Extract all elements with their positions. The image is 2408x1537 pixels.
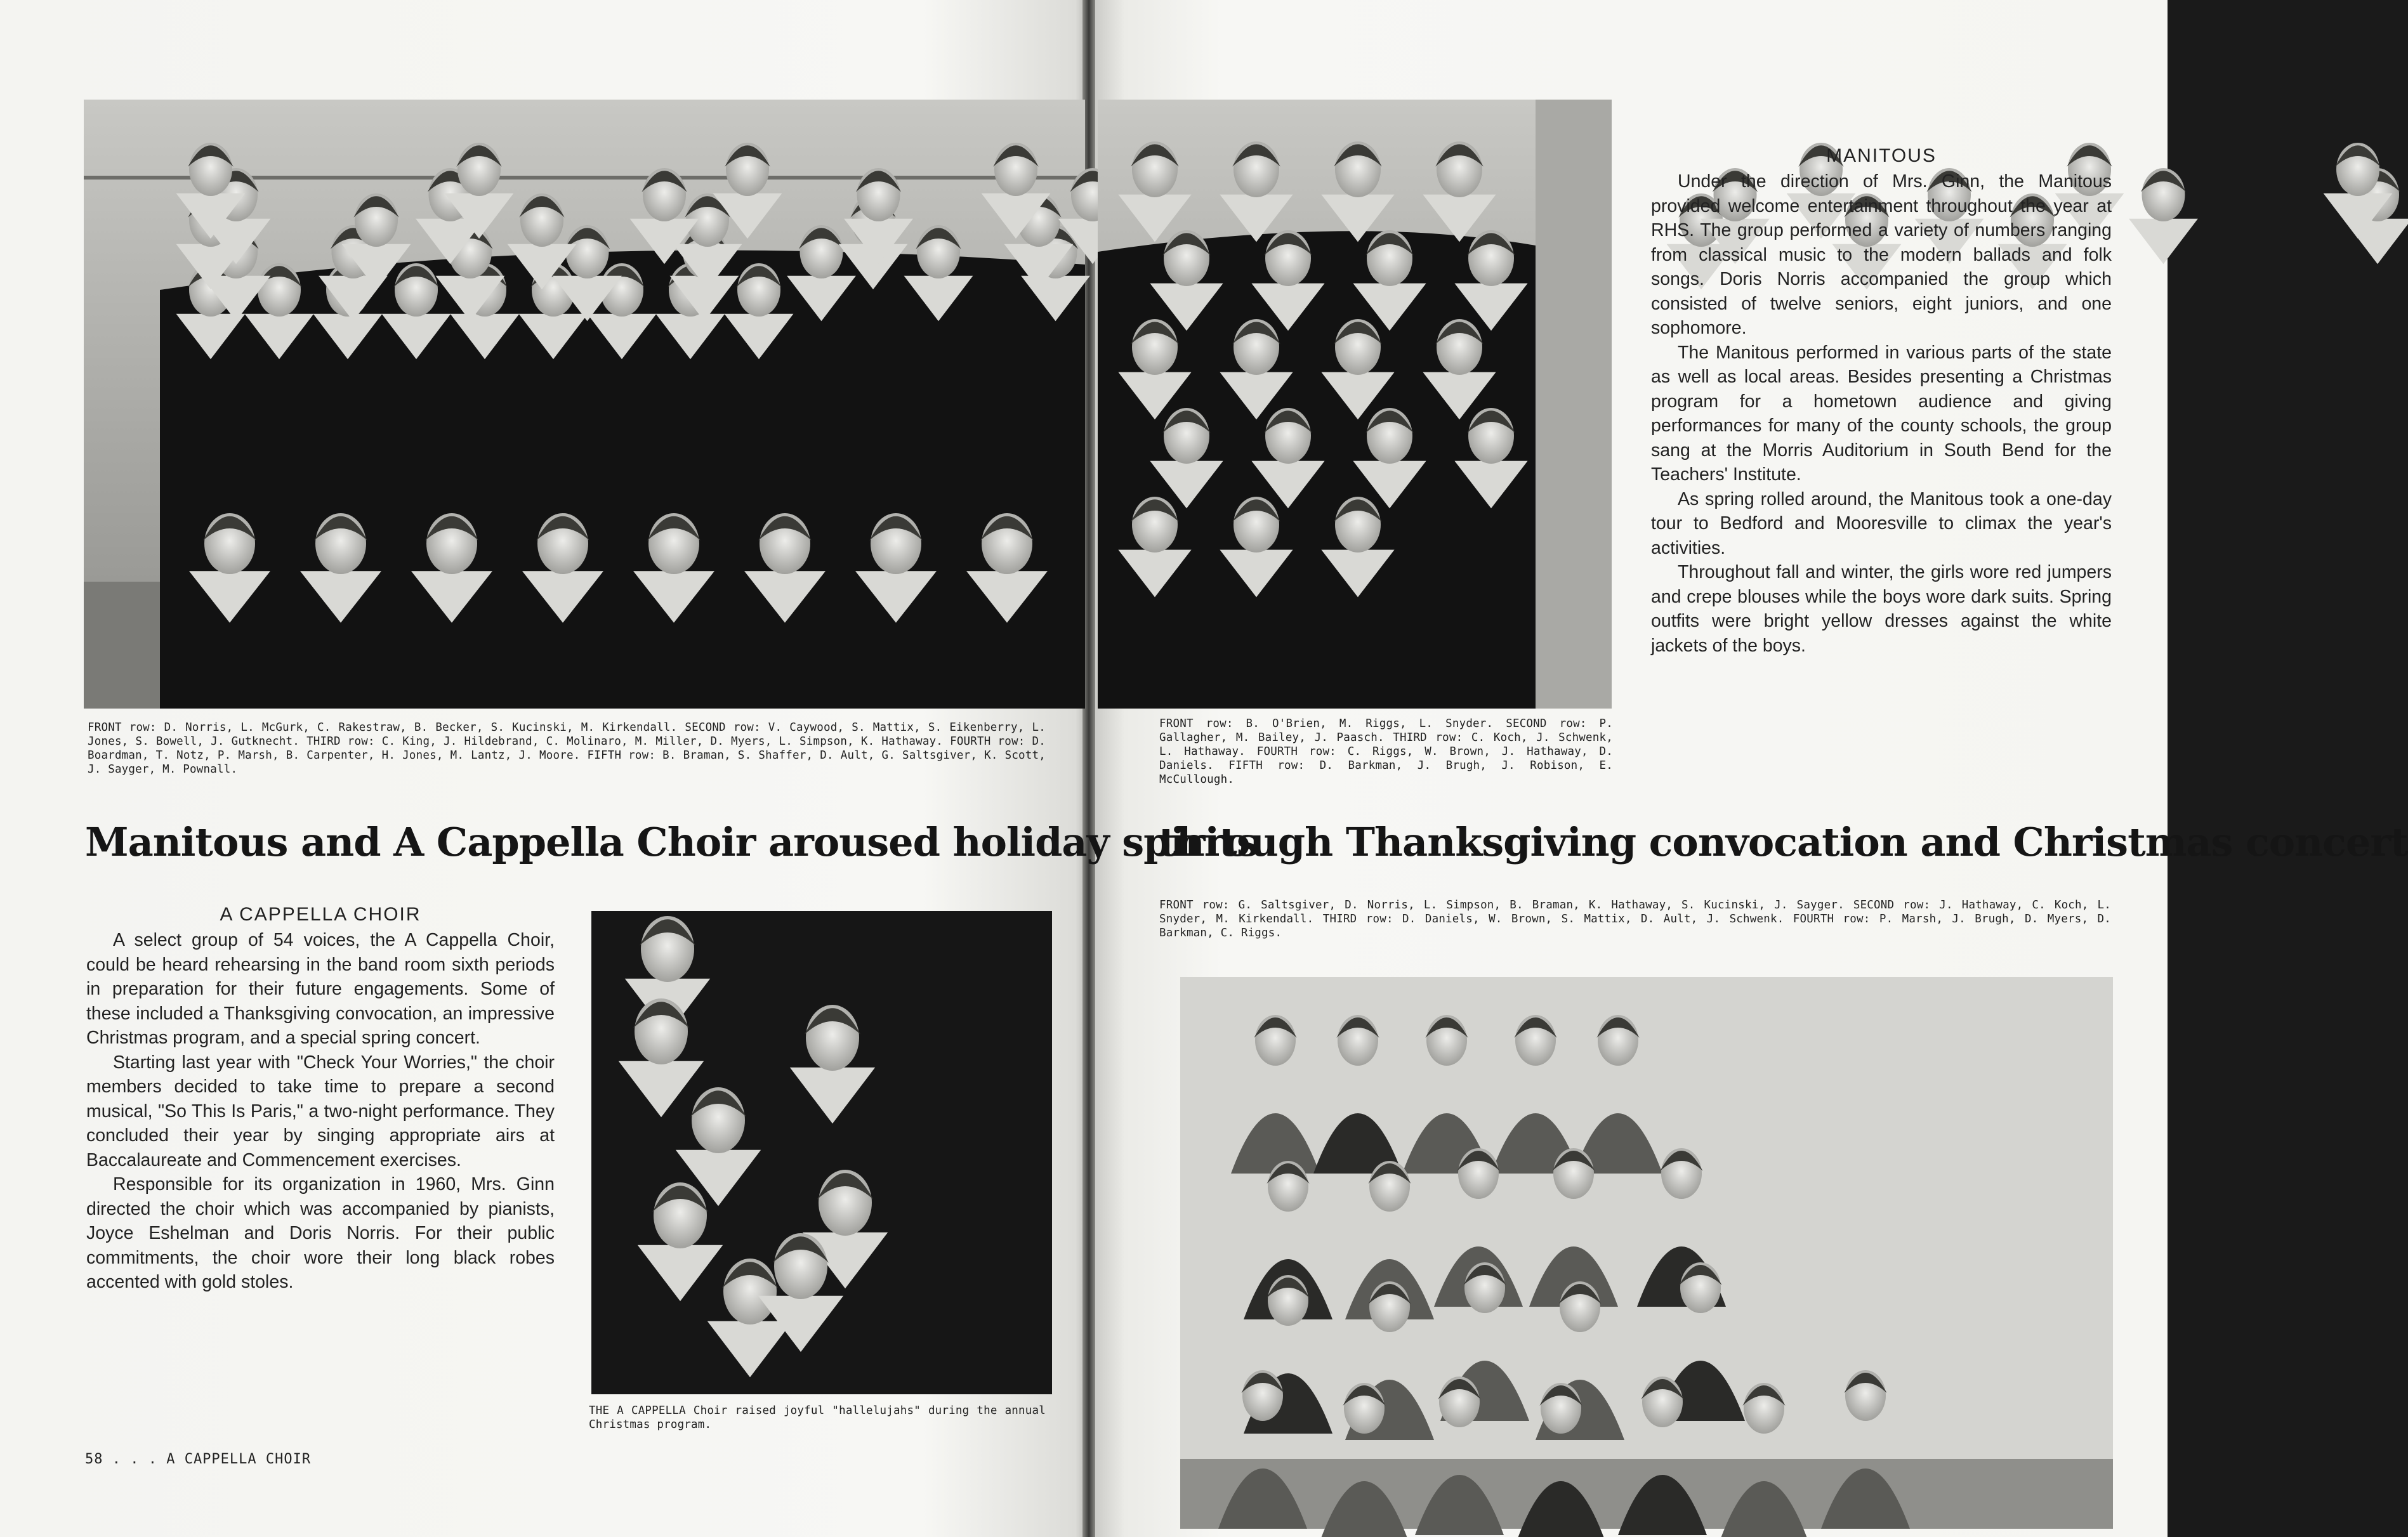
choir-group-photo-right: [1098, 100, 1612, 709]
manitous-paragraph-4: Throughout fall and winter, the girls wore red jumpers and crepe blouses while the boys wore dark suits. Spring outfits were bright yellow dresses against the white jackets of the boys.: [1651, 562, 2112, 656]
manitous-paragraph-1: Under the direction of Mrs. Ginn, the Manitous provided welcome entertainment throughout the year at RHS. The group performed a variety of numbers ranging from classical music to the modern ballads and folk songs. Doris Norris accompanied the group which consisted of twelve seniors, eight juniors, and one sophomore.: [1651, 171, 2112, 338]
manitous-paragraph-2: The Manitous performed in various parts of the state as well as local areas. Besides presenting a Christmas program for a hometown audience and giving performances for many of the county schools, the group sang at the Morris Auditorium in South Bend for the Teachers' Institute.: [1651, 342, 2112, 485]
concert-photo-caption: THE A CAPPELLA Choir raised joyful "hallelujahs" during the annual Christmas program.: [589, 1404, 1046, 1431]
manitous-photo-caption: FRONT row: G. Saltsgiver, D. Norris, L. Simpson, B. Braman, K. Hathaway, S. Kucinski, J. Sayger. SECOND row: J. Hathaway, C. Koch, L. Snyder, M. Kirkendall. THIRD row: D. Daniels, W. Brown, S. Mattix, D. Ault, J. Schwenk. FOURTH row: P. Marsh, J. Brugh, D. Myers, D. Barkman, C. Riggs.: [1159, 899, 2111, 939]
a-cappella-paragraph-1: A select group of 54 voices, the A Cappella Choir, could be heard rehearsing in the band room sixth periods in preparation for their future engagements. Some of these included a Thanksgiving convocation, an impressive Christmas program, and a special spring concert.: [86, 930, 555, 1048]
choir-group-photo-left: [84, 100, 1085, 709]
spread-headline-right: through Thanksgiving convocation and Christmas concert: [1159, 819, 2408, 865]
page-folio: 58 . . . A CAPPELLA CHOIR: [85, 1451, 312, 1467]
a-cappella-paragraph-3: Responsible for its organization in 1960, Mrs. Ginn directed the choir which was accompanied by pianists, Joyce Eshelman and Doris Norris. For their public commitments, the choir wore their long black robes accented with gold stoles.: [86, 1174, 555, 1292]
a-cappella-choir-article: [86, 928, 555, 1295]
manitous-paragraph-3: As spring rolled around, the Manitous took a one-day tour to Bedford and Mooresville to climax the year's activities.: [1651, 488, 2112, 558]
manitous-article: [1651, 169, 2112, 658]
spread-headline-left: Manitous and A Cappella Choir aroused holiday spirits: [85, 819, 1258, 865]
manitous-title: MANITOUS: [1826, 145, 1937, 166]
choir-photo-caption-left: FRONT row: D. Norris, L. McGurk, C. Rakestraw, B. Becker, S. Kucinski, M. Kirkendall. SECOND row: V. Caywood, S. Mattix, S. Eikenberry, L. Jones, S. Bowell, J. Gutknecht. THIRD row: C. King, J. Hildebrand, C. Molinaro, M. Miller, D. Myers, L. Simpson, K. Hathaway. FOURTH row: D. Boardman, T. Notz, P. Marsh, B. Carpenter, H. Jones, M. Lantz, J. Moore. FIFTH row: B. Braman, S. Shaffer, D. Ault, G. Saltsgiver, K. Scott, J. Sayger, M. Pownall.: [88, 721, 1046, 776]
christmas-concert-photo: [591, 911, 1052, 1394]
choir-photo-caption-right: FRONT row: B. O'Brien, M. Riggs, L. Snyder. SECOND row: P. Gallagher, M. Bailey, J. Paasch. THIRD row: C. Koch, J. Schwenk, L. Hathaway. FOURTH row: C. Riggs, W. Brown, J. Hathaway, D. Daniels. FIFTH row: D. Barkman, J. Brugh, J. Robison, E. McCullough.: [1159, 717, 1613, 786]
a-cappella-paragraph-2: Starting last year with "Check Your Worries," the choir members decided to take time to prepare a second musical, "So This Is Paris," a two-night performance. They concluded their year by singing appropriate airs at Baccalaureate and Commencement exercises.: [86, 1052, 555, 1170]
manitous-group-photo: [1180, 977, 2113, 1529]
a-cappella-choir-title: A CAPPELLA CHOIR: [220, 904, 421, 925]
